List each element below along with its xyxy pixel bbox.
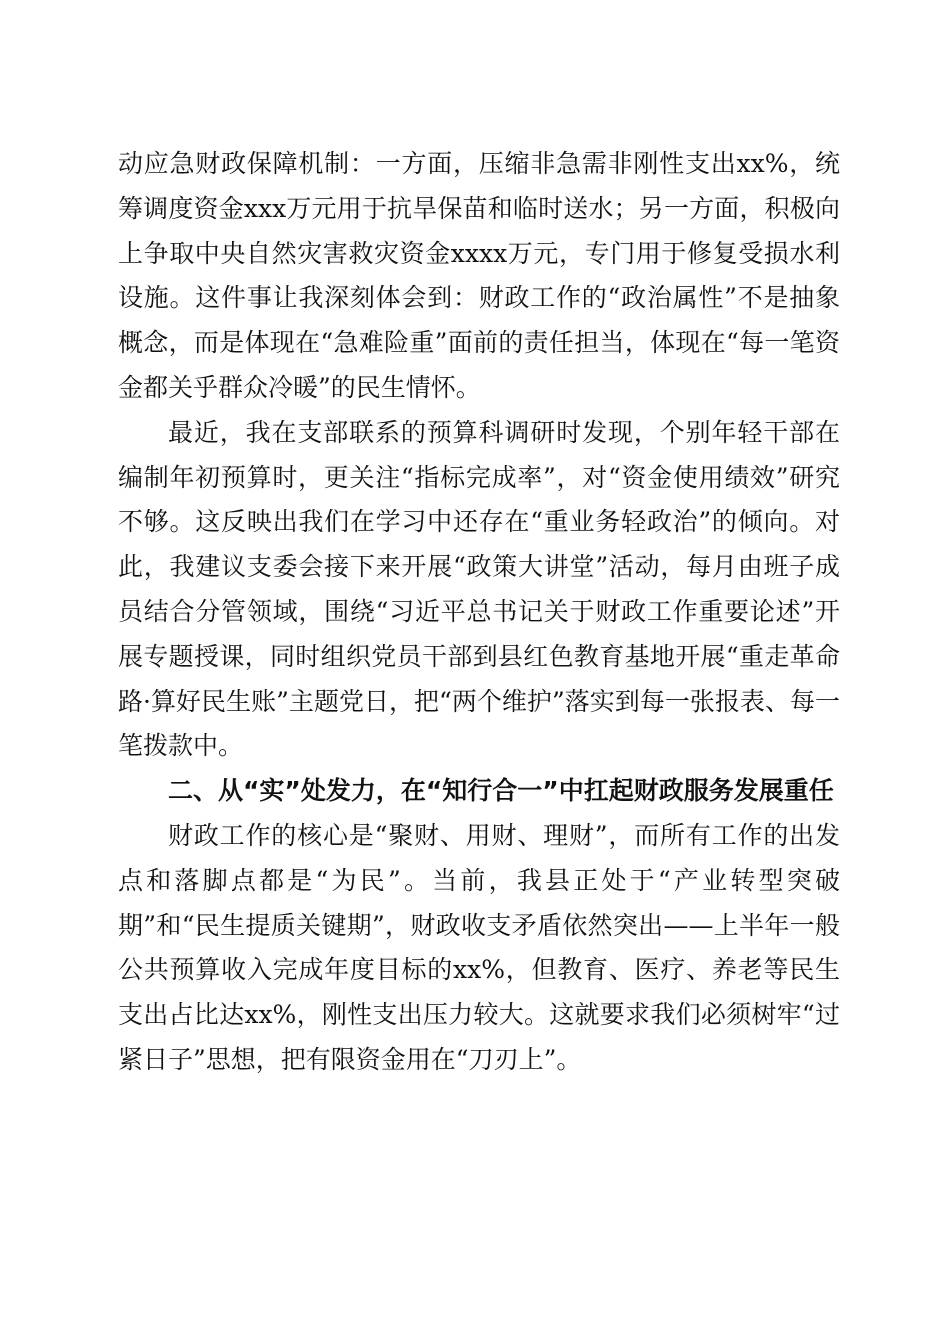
section-paragraph: 财政工作的核心是“聚财、用财、理财”，而所有工作的出发点和落脚点都是“为民”。当前，我县正处于“产业转型突破期”和“民生提质关键期”，财政收支矛盾依然突出——上半年一般公共预算收入完成年度目标的xx%，但教育、医疗、养老等民生支出占比达xx%，刚性支出压力较大。这就要求我们必须树牢“过紧日子”思想，把有限资金用在“刀刃上”。: [118, 820, 840, 1074]
section-heading: 二、从“实”处发力，在“知行合一”中扛起财政服务发展重任: [168, 776, 834, 806]
document-page: [118, 142, 840, 1083]
continuation-paragraph: 动应急财政保障机制：一方面，压缩非急需非刚性支出xx%，统筹调度资金xxx万元用于抗旱保苗和临时送水；另一方面，积极向上争取中央自然灾害救灾资金xxxx万元，专门用于修复受损水利设施。这件事让我深刻体会到：财政工作的“政治属性”不是抽象概念，而是体现在“急难险重”面前的责任担当，体现在“每一笔资金都关乎群众冷暖”的民生情怀。: [118, 149, 840, 402]
budget-research-paragraph: 最近，我在支部联系的预算科调研时发现，个别年轻干部在编制年初预算时，更关注“指标完成率”，对“资金使用绩效”研究不够。这反映出我们在学习中还存在“重业务轻政治”的倾向。对此，我建议支委会接下来开展“政策大讲堂”活动，每月由班子成员结合分管领域，围绕“习近平总书记关于财政工作重要论述”开展专题授课，同时组织党员干部到县红色教育基地开展“重走革命路·算好民生账”主题党日，把“两个维护”落实到每一张报表、每一笔拨款中。: [118, 417, 840, 761]
